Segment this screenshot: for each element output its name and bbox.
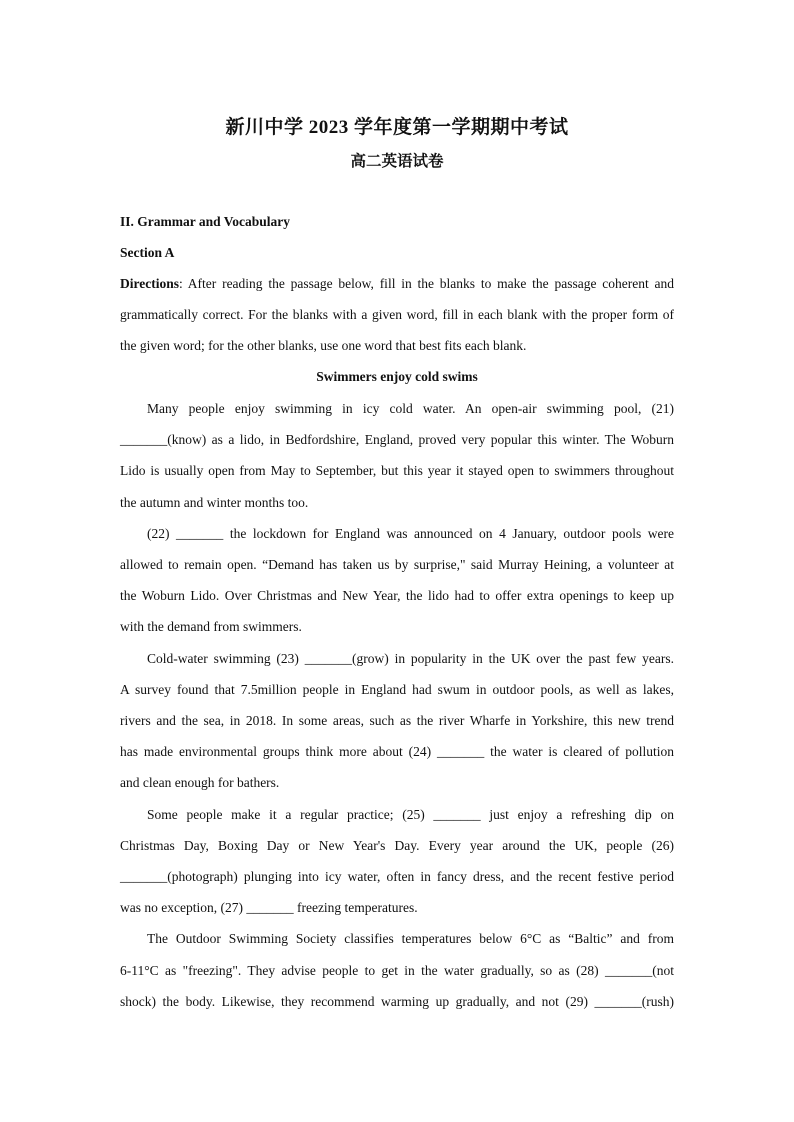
passage-line: Lido is usually open from May to September, but this year it stayed open to swimmers throughout: [120, 463, 674, 479]
passage-title: Swimmers enjoy cold swims: [316, 369, 478, 384]
passage-line: 6-11°C as "freezing". They advise people to get in the water gradually, so as (28) _______(not: [120, 962, 674, 978]
passage-line: _______(photograph) plunging into icy water, often in fancy dress, and the recent festive period: [120, 869, 674, 885]
passage-body: [120, 393, 674, 1017]
directions-block: [120, 268, 674, 362]
passage-line: Some people make it a regular practice; (25) _______ just enjoy a refreshing dip on: [147, 806, 674, 822]
passage-line: Christmas Day, Boxing Day or New Year's Day. Every year around the UK, people (26): [120, 837, 674, 853]
section-heading: Section A: [120, 245, 175, 260]
passage-line: _______(know) as a lido, in Bedfordshire, England, proved very popular this winter. The Woburn: [120, 432, 674, 448]
directions-line: the given word; for the other blanks, use one word that best fits each blank.: [120, 338, 527, 354]
passage-paragraph: [120, 799, 674, 924]
directions-line: grammatically correct. For the blanks with a given word, fill in each blank with the proper form of: [120, 307, 674, 323]
passage-line: Cold-water swimming (23) _______(grow) in popularity in the UK over the past few years.: [147, 650, 674, 666]
passage-paragraph: [120, 518, 674, 643]
passage-line: Many people enjoy swimming in icy cold water. An open-air swimming pool, (21): [147, 401, 674, 416]
passage-line: the Woburn Lido. Over Christmas and New Year, the lido had to offer extra openings to keep up: [120, 588, 674, 604]
passage-line: shock) the body. Likewise, they recommend warming up gradually, and not (29) _______(rush): [120, 993, 674, 1009]
exam-title: 新川中学 2023 学年度第一学期期中考试: [225, 117, 569, 138]
directions-line: [120, 268, 674, 299]
passage-line: allowed to remain open. “Demand has taken us by surprise," said Murray Heining, a volunteer at: [120, 557, 674, 573]
passage-line: and clean enough for bathers.: [120, 775, 280, 791]
passage-line: was no exception, (27) _______ freezing temperatures.: [120, 900, 418, 916]
exam-subtitle: 高二英语试卷: [350, 153, 444, 170]
directions-text: : After reading the passage below, fill in the blanks to make the passage coherent and: [179, 276, 674, 291]
passage-paragraph: [120, 923, 674, 1017]
passage-line: The Outdoor Swimming Society classifies temperatures below 6°C as “Baltic” and from: [147, 931, 674, 947]
passage-line: rivers and the sea, in 2018. In some areas, such as the river Wharfe in Yorkshire, this new trend: [120, 713, 674, 729]
passage-paragraph: [120, 643, 674, 799]
passage-line: with the demand from swimmers.: [120, 619, 302, 635]
passage-line: the autumn and winter months too.: [120, 494, 309, 510]
part-heading: II. Grammar and Vocabulary: [120, 214, 291, 229]
directions-label: Directions: [120, 276, 179, 291]
passage-line: (22) _______ the lockdown for England was announced on 4 January, outdoor pools were: [147, 525, 674, 541]
passage-line: has made environmental groups think more about (24) _______ the water is cleared of pollution: [120, 744, 674, 760]
passage-line: A survey found that 7.5million people in England had swum in outdoor pools, as well as lakes,: [120, 681, 674, 697]
passage-paragraph: [120, 393, 674, 518]
